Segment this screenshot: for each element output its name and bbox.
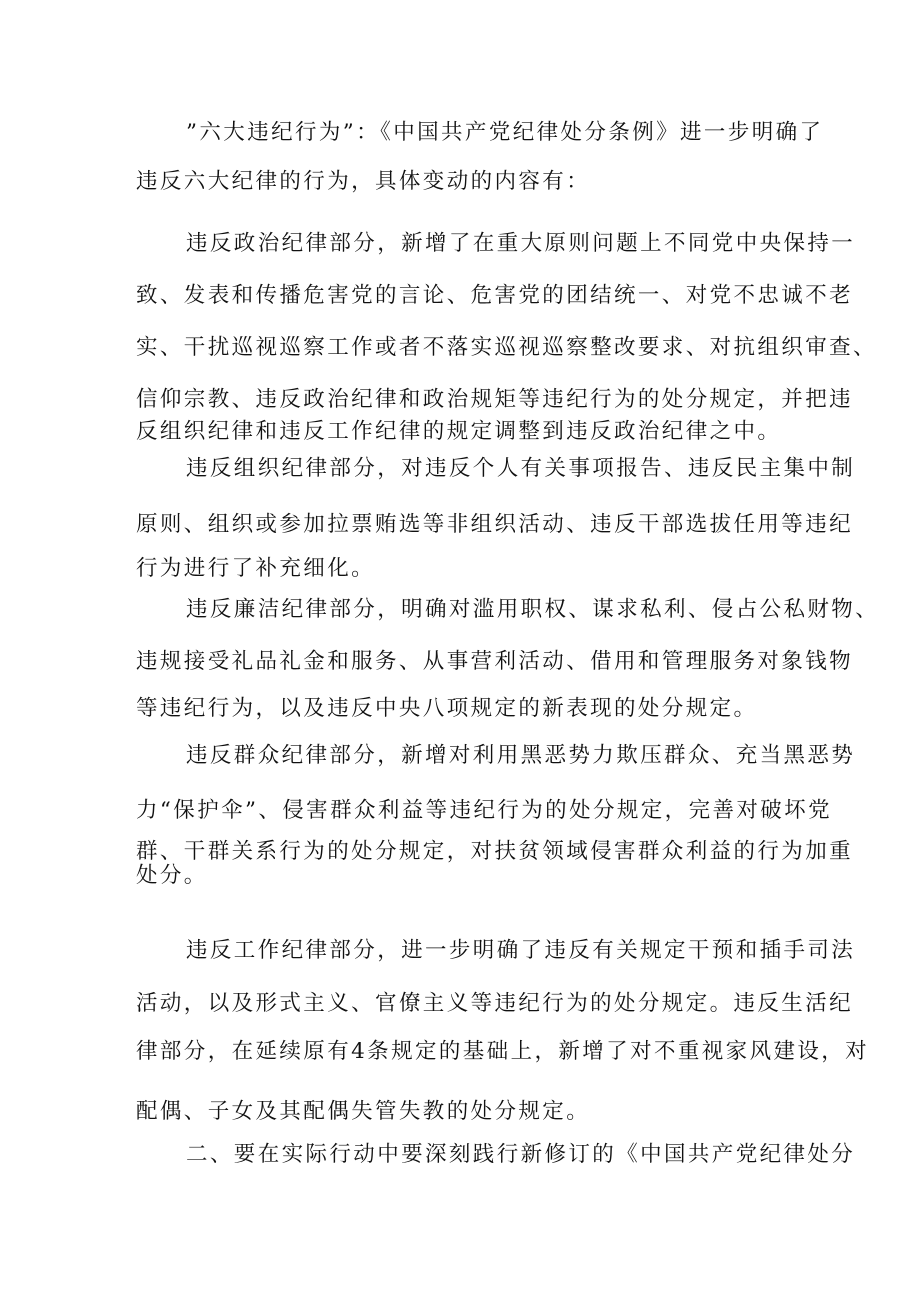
text-line: 配偶、子女及其配偶失管失教的处分规定。 (136, 1099, 591, 1124)
text-line: 违反政治纪律部分，新增了在重大原则问题上不同党中央保持一 (186, 231, 856, 256)
text-line: ”六大违纪行为”：《中国共产党纪律处分条例》进一步明确了 (186, 120, 824, 145)
text-line: 违反群众纪律部分，新增对利用黑恶势力欺压群众、充当黑恶势 (186, 743, 856, 768)
text-line: 违反工作纪律部分，进一步明确了违反有关规定干预和插手司法 (186, 938, 856, 963)
text-line: 等违纪行为，以及违反中央八项规定的新表现的处分规定。 (136, 696, 758, 721)
text-line: 违反廉洁纪律部分，明确对滥用职权、谋求私利、侵占公私财物、 (186, 597, 880, 622)
text-line: 反组织纪律和违反工作纪律的规定调整到违反政治纪律之中。 (136, 419, 782, 444)
text-line: 二、要在实际行动中要深刻践行新修订的《中国共产党纪律处分 (186, 1142, 856, 1167)
text-line: 违反六大纪律的行为，具体变动的内容有： (136, 169, 591, 194)
text-line: 行为进行了补充细化。 (136, 556, 376, 581)
text-line: 力“保护伞”、侵害群众利益等违纪行为的处分规定，完善对破坏党 (136, 798, 832, 823)
text-line: 信仰宗教、违反政治纪律和政治规矩等违纪行为的处分规定，并把违 (136, 387, 854, 412)
text-line: 实、干扰巡视巡察工作或者不落实巡视巡察整改要求、对抗组织审查、 (136, 335, 877, 360)
text-line: 违反组织纪律部分，对违反个人有关事项报告、违反民主集中制 (186, 456, 856, 481)
text-line: 处分。 (136, 863, 208, 888)
text-line: 致、发表和传播危害党的言论、危害党的团结统一、对党不忠诚不老 (136, 283, 854, 308)
text-line: 违规接受礼品礼金和服务、从事营利活动、借用和管理服务对象钱物 (136, 649, 854, 674)
text-line: 群、干群关系行为的处分规定，对扶贫领域侵害群众利益的行为加重 (136, 839, 854, 864)
text-line: 律部分，在延续原有4条规定的基础上，新增了对不重视家风建设，对 (136, 1039, 870, 1064)
text-line: 活动，以及形式主义、官僚主义等违纪行为的处分规定。违反生活纪 (136, 991, 854, 1016)
text-line: 原则、组织或参加拉票贿选等非组织活动、违反干部选拔任用等违纪 (136, 512, 854, 537)
